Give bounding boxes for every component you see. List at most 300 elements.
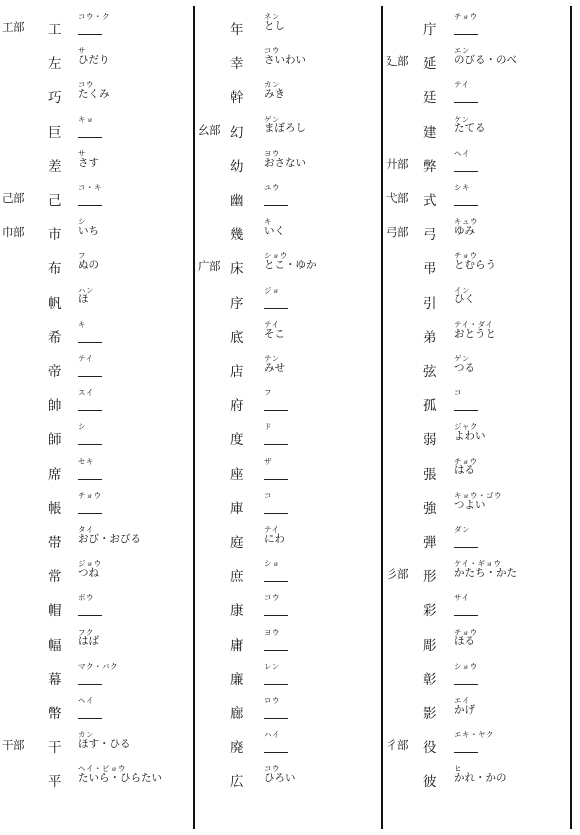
on-reading: フ [264,388,272,398]
kanji-character: 幹 [230,90,244,107]
kanji-entry [198,350,378,384]
on-reading: イン [454,285,470,295]
reading-block [78,389,94,397]
reading-block [78,423,86,431]
on-reading: サ [78,46,86,56]
kanji-character: 建 [423,124,437,141]
kanji-character: 幕 [48,671,62,688]
on-reading: スイ [78,388,94,398]
reading-block [264,526,285,545]
reading-block [78,47,110,66]
kanji-entry [2,247,192,281]
reading-block [78,526,141,545]
kanji-entry [2,589,192,623]
kun-reading: おとうと [454,327,496,340]
reading-block [264,765,296,784]
kun-reading: かげ [454,703,475,716]
kanji-entry [198,316,378,350]
reading-block [454,287,475,306]
on-reading: ジャク [454,422,478,432]
kanji-entry [198,726,378,760]
on-reading: レン [264,661,280,671]
on-reading: セキ [78,456,94,466]
reading-block [264,150,306,169]
kanji-character: 帆 [48,295,62,312]
on-reading: エン [454,46,470,56]
kanji-entry [198,453,378,487]
kanji-entry [386,282,568,316]
reading-block [264,560,280,568]
reading-block [454,184,470,192]
reading-block [264,184,280,192]
kanji-character: 彩 [423,603,437,620]
kanji-entry [2,487,192,521]
on-reading: ジョ [264,285,280,295]
on-reading: ヘイ [78,696,94,705]
kanji-character: 弾 [423,535,437,551]
kun-reading: たてる [454,122,486,135]
kanji-entry [2,624,192,658]
kun-reading: まぼろし [264,122,306,135]
reading-block [454,560,517,579]
kanji-character: 幾 [230,227,244,244]
kanji-character: 影 [423,706,437,722]
reading-block [454,731,494,739]
kanji-entry [2,8,192,42]
kun-reading: はる [454,464,475,477]
kanji-entry [2,42,192,76]
kanji-character: 差 [48,158,62,175]
on-reading: テイ・ダイ [454,319,494,329]
kanji-character: 帯 [48,535,62,551]
kanji-character: 幻 [230,124,244,141]
kanji-entry [386,453,568,487]
on-reading: ゲン [264,114,280,124]
on-reading: ケイ・ギョウ [454,559,502,569]
kanji-entry [198,760,378,794]
kanji-character: 干 [48,740,62,757]
reading-block [264,492,272,500]
kanji-entry [2,282,192,316]
reading-block [454,321,496,340]
kanji-character: 常 [48,569,62,586]
radical-label: 廴部 [386,54,408,69]
kanji-character: 廉 [230,671,244,688]
kanji-entry [198,8,378,42]
on-reading: カン [264,80,280,90]
reading-block [78,81,110,100]
kanji-character: 廃 [230,740,244,757]
kanji-character: 形 [423,569,437,586]
kanji-entry [198,555,378,589]
reading-block [264,389,272,397]
on-reading: ダン [454,525,471,534]
kanji-entry [198,487,378,521]
kanji-character: 巧 [48,90,62,107]
kanji-entry [198,692,378,726]
on-reading: キョ [78,114,94,124]
reading-block [454,458,478,477]
on-reading: ネン [264,12,280,21]
kanji-character: 巨 [48,124,62,141]
on-reading: コ・キ [78,183,102,192]
kanji-entry [386,521,568,555]
reading-block [454,47,517,66]
on-reading: ジョウ [78,559,102,569]
kun-reading: のびる・のべ [454,54,517,67]
kanji-character: 底 [230,329,244,346]
reading-block [78,663,118,671]
kanji-character: 帝 [48,364,62,380]
reading-block [78,560,102,579]
kun-reading: はば [78,635,99,648]
radical-label: 彳部 [386,738,408,753]
reading-block [78,765,162,784]
kun-reading: ほす・ひる [78,738,131,751]
reading-block [78,184,102,192]
on-reading: フク [78,627,94,637]
kanji-character: 幣 [48,706,62,722]
kanji-entry [386,624,568,658]
kanji-entry [386,316,568,350]
reading-block [78,252,99,271]
on-reading: ボウ [78,593,94,603]
on-reading: チョウ [454,12,478,21]
on-reading: テイ [264,319,280,329]
kun-reading: たくみ [78,88,110,101]
on-reading: チョウ [454,627,478,637]
kun-reading: とむらう [454,259,496,272]
reading-block [264,287,280,295]
reading-block [264,218,285,237]
kanji-character: 彼 [423,774,437,791]
on-reading: ユウ [264,183,280,192]
kanji-entry [198,213,378,247]
kanji-character: 張 [423,466,437,483]
kun-reading: ほ [78,293,89,306]
reading-block [454,629,478,648]
kanji-entry [2,111,192,145]
kanji-column-3 [386,8,568,828]
kanji-character: 役 [423,740,437,757]
kanji-entry [2,316,192,350]
kanji-character: 弔 [423,261,437,278]
on-reading: ザ [264,456,272,466]
kun-reading: さす [78,156,99,169]
on-reading: ド [264,422,272,432]
kanji-entry [2,179,192,213]
kanji-entry [2,760,192,794]
kun-reading: おさない [264,156,306,169]
reading-block [78,218,99,237]
kun-reading: とこ・ゆか [264,259,317,272]
radical-label: 弋部 [386,191,408,205]
on-reading: コウ [264,46,280,56]
kanji-entry [198,247,378,281]
kanji-column-1 [2,8,192,828]
kun-reading: かたち・かた [454,567,517,580]
kun-reading: さいわい [264,54,306,67]
reading-block [78,321,86,329]
reading-block [78,731,131,750]
reading-block [454,697,475,716]
on-reading: コウ [264,593,280,603]
kanji-entry [386,76,568,110]
radical-label: 己部 [2,191,24,205]
on-reading: チョウ [454,251,478,261]
kanji-character: 庁 [423,22,437,38]
kanji-character: 店 [230,364,244,380]
reading-block [264,663,280,671]
kanji-entry [386,42,568,76]
on-reading: シ [78,217,86,227]
kanji-character: 幽 [230,193,244,209]
on-reading: サ [78,148,86,158]
on-reading: ゲン [454,354,470,363]
reading-block [264,629,280,637]
kanji-character: 庶 [230,569,244,586]
kun-reading: つる [454,361,475,374]
kanji-character: 帥 [48,398,62,415]
kanji-entry [386,145,568,179]
on-reading: ロウ [264,696,280,705]
kun-reading: ひく [454,293,475,306]
reading-block [454,218,478,237]
reading-block [454,116,486,135]
radical-label: 廾部 [386,156,408,171]
on-reading: キ [264,217,272,227]
kanji-character: 府 [230,398,244,415]
reading-block [454,526,470,534]
kanji-entry [2,145,192,179]
kanji-character: 彫 [423,637,437,654]
kanji-entry [198,42,378,76]
kanji-entry [198,521,378,555]
kanji-character: 希 [48,329,62,346]
kanji-character: 彰 [423,671,437,688]
kanji-entry [198,145,378,179]
kanji-entry [198,658,378,692]
kanji-character: 強 [423,500,437,517]
kanji-character: 弓 [423,227,437,244]
on-reading: テイ [264,525,280,534]
radical-label: 弓部 [386,225,408,240]
kanji-entry [386,111,568,145]
on-reading: ヘイ [454,148,470,158]
kanji-entry [386,760,568,794]
kanji-character: 市 [48,227,62,244]
kun-reading: いち [78,225,99,238]
kun-reading: にわ [264,532,285,545]
reading-block [264,252,317,271]
kanji-character: 弟 [423,329,437,346]
on-reading: ハン [78,285,94,295]
reading-block [78,116,94,124]
reading-block [454,13,478,21]
on-reading: キ [78,319,86,329]
kun-reading: みき [264,88,285,101]
kanji-entry [386,8,568,42]
reading-block [264,458,272,466]
reading-block [454,492,502,511]
reading-block [454,389,462,397]
kun-reading: おび・おびる [78,532,141,545]
kun-reading: ぬの [78,259,99,272]
on-reading: テイ [78,354,94,363]
kanji-character: 己 [48,193,62,209]
kanji-character: 引 [423,295,437,312]
radical-label: 工部 [2,20,24,34]
reading-block [78,150,99,169]
kanji-character: 左 [48,56,62,73]
kun-reading: つよい [454,498,486,511]
kanji-character: 庭 [230,535,244,551]
kanji-entry [386,179,568,213]
kanji-character: 布 [48,261,62,278]
kanji-character: 式 [423,193,437,209]
radical-label: 干部 [2,738,24,753]
kanji-entry [386,350,568,384]
kanji-entry [386,213,568,247]
reading-block [454,423,486,442]
kanji-entry [198,76,378,110]
reading-block [454,663,478,671]
right-border [570,6,572,829]
kanji-character: 帽 [48,603,62,620]
kun-reading: つね [78,567,99,580]
kanji-character: 序 [230,295,244,312]
on-reading: ケン [454,114,470,124]
kanji-character: 幅 [48,637,62,654]
kanji-character: 廊 [230,706,244,722]
on-reading: カン [78,730,94,740]
kanji-character: 幸 [230,56,244,73]
kanji-entry [198,111,378,145]
kanji-entry [198,589,378,623]
on-reading: コウ・ク [78,12,110,21]
kanji-entry [198,179,378,213]
reading-block [78,355,93,363]
kun-reading: そこ [264,327,285,340]
kanji-character: 広 [230,774,244,791]
kanji-character: 庸 [230,637,244,654]
on-reading: ヘイ・ビョウ [78,764,126,774]
column-divider [193,6,195,829]
on-reading: テイ [454,80,470,90]
kun-reading: ひろい [264,772,296,785]
reading-block [454,765,507,784]
kanji-character: 孤 [423,398,437,415]
kanji-entry [2,76,192,110]
kanji-character: 廷 [423,90,437,107]
on-reading: ショ [264,559,280,569]
kun-reading: みせ [264,361,285,374]
on-reading: チョウ [454,456,478,466]
reading-block [264,697,280,705]
reading-block [454,252,496,271]
kanji-entry [2,658,192,692]
kanji-entry [386,726,568,760]
kanji-character: 座 [230,466,244,483]
kanji-character: 弱 [423,432,437,449]
kanji-entry [2,692,192,726]
reading-block [264,594,280,602]
reading-block [78,13,110,21]
on-reading: サイ [454,593,470,603]
kanji-entry [386,418,568,452]
kun-reading: とし [264,19,285,32]
reading-block [78,629,99,648]
radical-label: 幺部 [198,122,220,137]
kanji-character: 度 [230,432,244,449]
on-reading: フ [78,251,86,261]
reading-block [264,47,306,66]
kanji-entry [386,692,568,726]
reading-block [78,287,94,306]
kanji-entry [386,555,568,589]
on-reading: チョウ [78,490,102,500]
kanji-character: 床 [230,261,244,278]
on-reading: コ [454,388,462,398]
on-reading: シキ [454,183,470,192]
kanji-character: 康 [230,603,244,620]
kun-reading: ほる [454,635,475,648]
on-reading: タイ [78,525,94,534]
kanji-character: 弦 [423,364,437,380]
kanji-character: 師 [48,432,62,449]
reading-block [264,355,285,374]
reading-block [454,594,469,602]
on-reading: コウ [78,80,94,90]
kun-reading: ひだり [78,54,110,67]
reading-block [264,321,285,340]
reading-block [454,150,470,158]
reading-block [78,697,94,705]
reading-block [264,116,306,135]
reading-block [454,81,469,89]
kanji-entry [2,213,192,247]
kanji-entry [2,726,192,760]
kanji-column-2 [198,8,378,828]
reading-block [264,13,285,32]
reading-block [454,355,475,374]
on-reading: キョウ・ゴウ [454,490,502,500]
kanji-entry [386,384,568,418]
reading-block [78,492,102,500]
kanji-entry [386,247,568,281]
kanji-entry [2,555,192,589]
on-reading: エイ [454,696,470,705]
kanji-entry [2,418,192,452]
kanji-entry [2,521,192,555]
on-reading: マク・バク [78,661,118,671]
kanji-entry [386,658,568,692]
on-reading: テン [264,354,280,363]
kanji-character: 幼 [230,158,244,175]
on-reading: ヒ [454,764,462,774]
on-reading: ヨウ [264,148,280,158]
kun-reading: かれ・かの [454,772,507,785]
kanji-entry [386,589,568,623]
reading-block [78,594,94,602]
reading-block [78,458,94,466]
kun-reading: たいら・ひらたい [78,772,162,785]
kanji-character: 工 [48,22,62,38]
radical-label: 巾部 [2,225,24,240]
on-reading: ハイ [264,730,280,740]
kanji-entry [2,453,192,487]
kanji-character: 平 [48,774,62,791]
